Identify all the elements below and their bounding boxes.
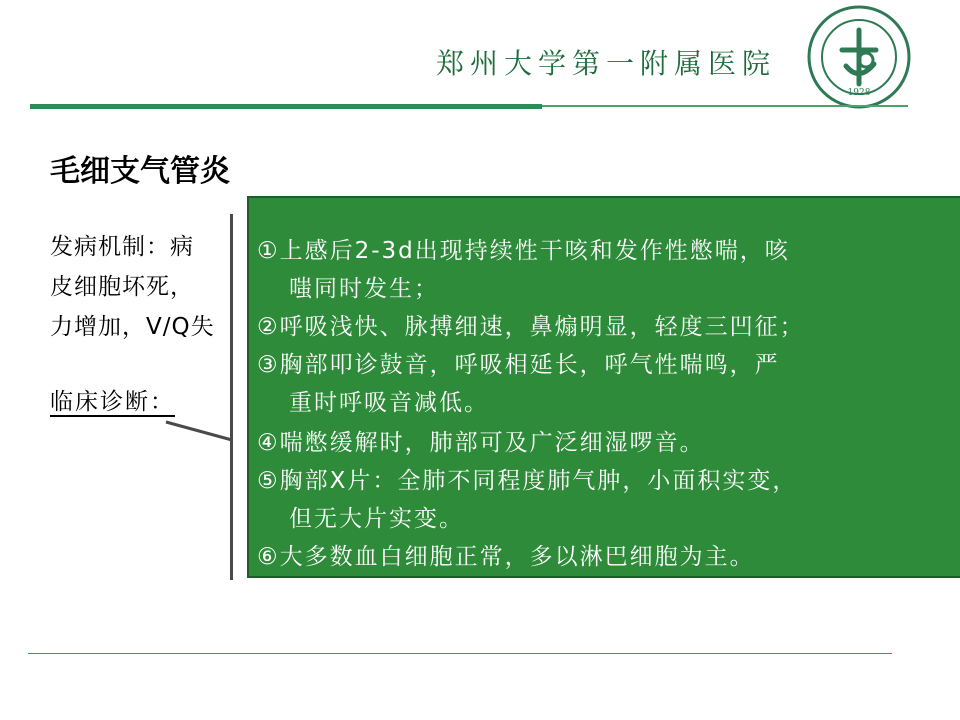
header-rule-thin [542,105,908,107]
pathogenesis-line-1: 发病机制：病 [50,234,194,260]
pathogenesis-line-2: 皮细胞坏死， [50,274,194,300]
clinical-features-box [247,196,960,578]
feature-1: ①上感后2-3d出现持续性干咳和发作性憋喘，咳 [257,238,790,264]
feature-3: ③胸部叩诊鼓音，呼吸相延长，呼气性喘鸣，严 [257,352,780,378]
feature-4: ④喘憋缓解时，肺部可及广泛细湿啰音。 [257,430,705,456]
feature-1-cont: 嗤同时发生； [289,276,439,302]
feature-6: ⑥大多数血白细胞正常，多以淋巴细胞为主。 [257,544,755,570]
slide-title: 毛细支气管炎 [50,154,230,189]
feature-2: ②呼吸浅快、脉搏细速，鼻煽明显，轻度三凹征； [257,314,805,340]
hospital-name: 郑州大学第一附属医院 [436,47,777,80]
feature-5-cont: 但无大片实变。 [289,506,464,532]
footer-rule [28,653,892,654]
logo-year: 1928 [847,88,871,98]
bracket-line [230,214,233,580]
hospital-logo [806,4,912,110]
feature-3-cont: 重时呼吸音减低。 [289,390,489,416]
clinical-diagnosis-label: 临床诊断： [50,389,175,415]
feature-5: ⑤胸部X片：全肺不同程度肺气肿，小面积实变， [257,468,798,494]
pathogenesis-line-3: 力增加，V/Q失 [50,314,215,340]
header-rule [30,104,542,109]
bracket-connector [164,404,234,444]
